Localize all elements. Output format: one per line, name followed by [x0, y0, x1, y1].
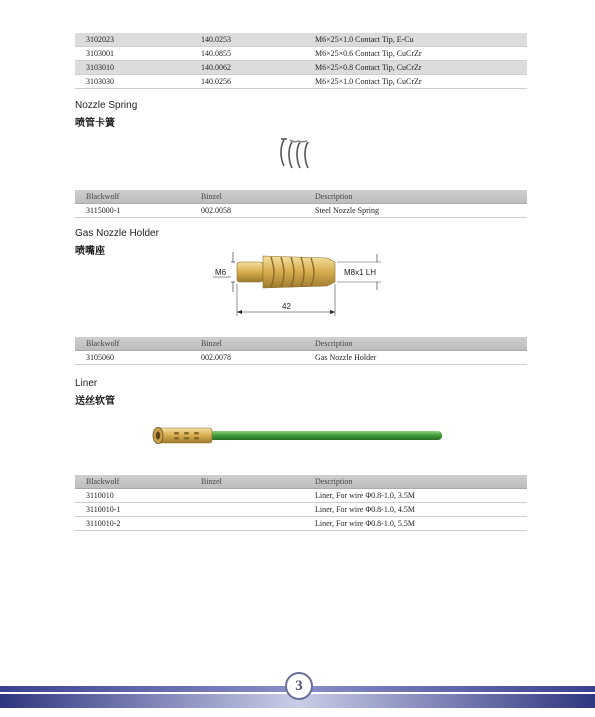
table-row: [75, 503, 527, 517]
liner-hose: [208, 431, 442, 440]
cell-description: Liner, For wire Φ0.8-1.0, 4.5M: [315, 505, 415, 514]
cell-binzel: 140.0062: [201, 63, 231, 72]
header-blackwolf: Blackwolf: [86, 339, 120, 348]
cell-description: M6×25×1.0 Contact Tip, E-Cu: [315, 35, 414, 44]
cell-binzel: 002.0078: [201, 353, 231, 362]
cell-blackwolf: 3103001: [86, 49, 114, 58]
liner-fitting: [156, 428, 212, 443]
liner-title: Liner: [75, 378, 98, 389]
header-description: Description: [315, 477, 353, 486]
table-row: [75, 204, 527, 218]
table-row: [75, 489, 527, 503]
cell-blackwolf: 3115000-1: [86, 206, 121, 215]
contact-tip-table: [75, 33, 527, 89]
table-header: [75, 475, 527, 489]
nozzle-spring-table: [75, 190, 527, 218]
holder-shank: [237, 262, 263, 282]
cell-binzel: 140.0253: [201, 35, 231, 44]
cell-description: M6×25×0.8 Contact Tip, CuCrZr: [315, 63, 422, 72]
nozzle-spring-title-cn: 喷管卡簧: [75, 118, 115, 129]
cell-blackwolf: 3110010-1: [86, 505, 121, 514]
table-row: [75, 75, 527, 89]
cell-blackwolf: 3110010-2: [86, 519, 121, 528]
header-blackwolf: Blackwolf: [86, 477, 120, 486]
header-binzel: Binzel: [201, 477, 222, 486]
table-row: [75, 61, 527, 75]
nozzle-spring-title: Nozzle Spring: [75, 100, 138, 111]
cell-description: Liner, For wire Φ0.8-1.0, 5.5M: [315, 519, 415, 528]
header-description: Description: [315, 192, 353, 201]
cell-description: Gas Nozzle Holder: [315, 353, 377, 362]
table-header: [75, 337, 527, 351]
dim-left-label: M6: [215, 268, 227, 277]
cell-blackwolf: 3103010: [86, 63, 114, 72]
gas-nozzle-holder-table: [75, 337, 527, 365]
cell-binzel: 002.0058: [201, 206, 231, 215]
cell-blackwolf: 3110010: [86, 491, 114, 500]
table-header: [75, 190, 527, 204]
header-blackwolf: Blackwolf: [86, 192, 120, 201]
cell-blackwolf: 3105060: [86, 353, 114, 362]
liner-title-cn: 送丝软管: [75, 396, 115, 407]
cell-description: M6×25×0.6 Contact Tip, CuCrZr: [315, 49, 422, 58]
table-row: [75, 517, 527, 531]
header-binzel: Binzel: [201, 339, 222, 348]
gas-nozzle-holder-title: Gas Nozzle Holder: [75, 228, 159, 239]
dim-right-label: M8x1 LH: [344, 268, 377, 277]
cell-blackwolf: 3102023: [86, 35, 114, 44]
cell-binzel: 140.0256: [201, 77, 231, 86]
nozzle-spring-image: [278, 136, 318, 176]
table-row: [75, 47, 527, 61]
liner-table: [75, 475, 527, 531]
table-row: [75, 33, 527, 47]
table-row: [75, 351, 527, 365]
cell-description: Liner, For wire Φ0.8-1.0, 3.5M: [315, 491, 415, 500]
gas-nozzle-holder-title-cn: 喷嘴座: [75, 246, 105, 257]
gas-nozzle-holder-drawing: [205, 250, 395, 322]
liner-image: [150, 424, 446, 448]
header-binzel: Binzel: [201, 192, 222, 201]
cell-description: M6×25×1.0 Contact Tip, CuCrZr: [315, 77, 422, 86]
dim-length-label: 42: [282, 302, 291, 311]
cell-description: Steel Nozzle Spring: [315, 206, 379, 215]
page-number: 3: [285, 672, 313, 700]
header-description: Description: [315, 339, 353, 348]
cell-binzel: 140.0855: [201, 49, 231, 58]
cell-blackwolf: 3103030: [86, 77, 114, 86]
